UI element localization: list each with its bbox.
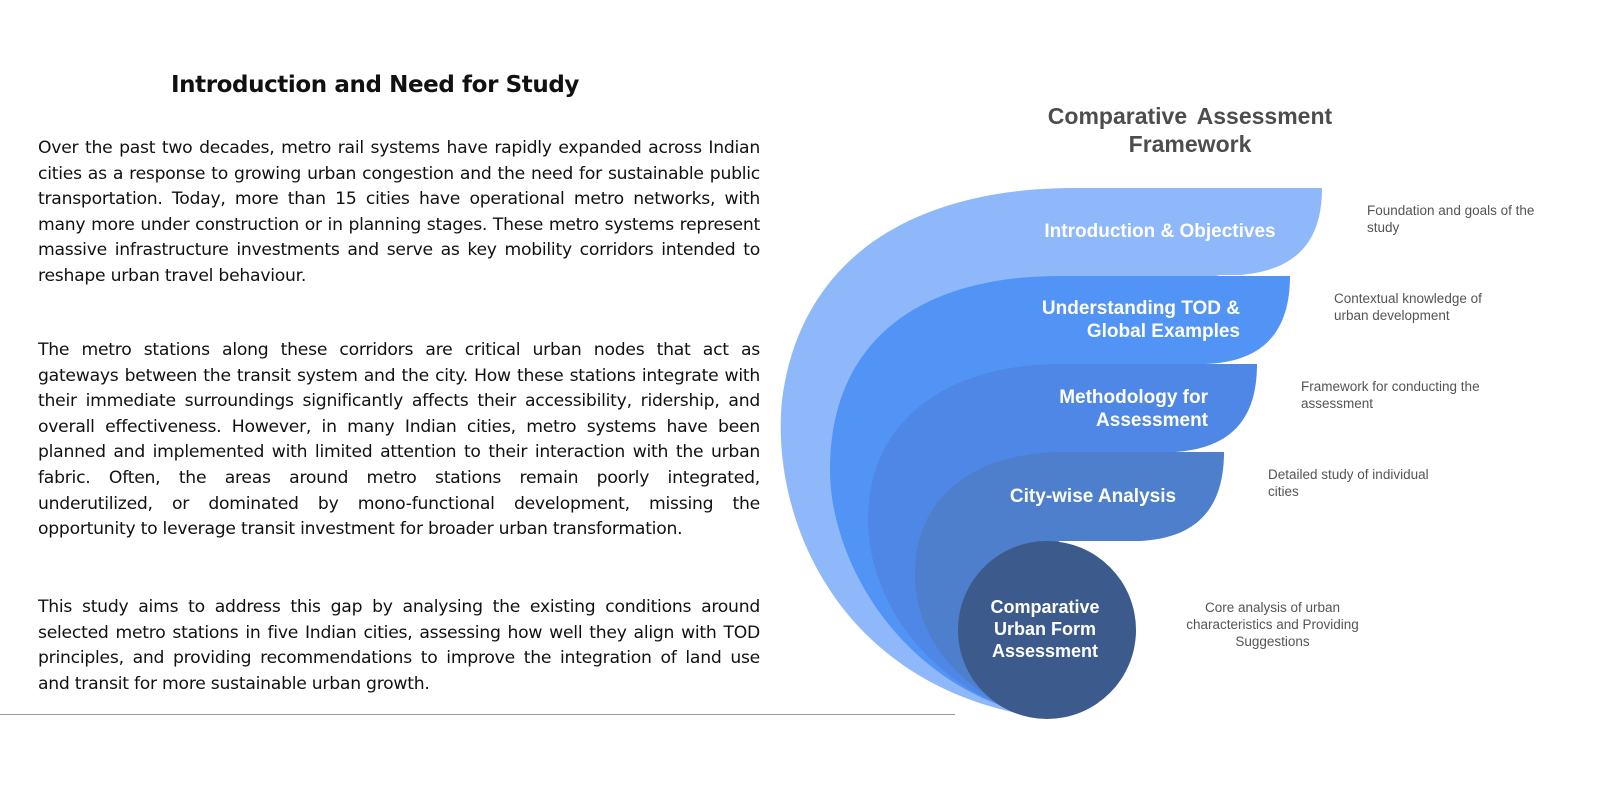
stage-desc-introduction: Foundation and goals of the study [1367, 203, 1535, 235]
stage-label-methodology: Methodology for Assessment [1059, 387, 1208, 431]
stage-desc-city-analysis: Detailed study of individual cities [1268, 467, 1429, 499]
intro-paragraph-3: This study aims to address this gap by analysing the existing conditions around selected metro stations in five Indian cities, assessing how well they align with TOD principles, and providing recommendations to improve the integration of land use and transit for more sustainable urban growth. [38, 597, 760, 694]
stage-label-introduction: Introduction & Objectives [1044, 221, 1276, 242]
intro-title: Introduction and Need for Study [170, 72, 580, 98]
stage-label-city-analysis: City-wise Analysis [1009, 486, 1177, 507]
intro-paragraph-1: Over the past two decades, metro rail systems have rapidly expanded across Indian cities as a response to growing urban congestion and the need for sustainable public transportation. Today, more than 15 cities have operational metro networks, with many more under construction or in planning stages. These metro systems represent massive infrastructure investments and serve as key mobility corridors intended to reshape urban travel behaviour. [38, 138, 760, 286]
stage-label-understanding-tod: Understanding TOD & Global Examples [1041, 298, 1240, 342]
intro-paragraph-2: The metro stations along these corridors are critical urban nodes that act as gateways between the transit system and the city. How these stations integrate with their immediate surroundings significantly affects their accessibility, ridership, and overall effectiveness. However, in many Indian cities, metro systems have been planned and implemented with limited attention to their interaction with the urban fabric. Often, the areas around metro stations remain poorly integrated, underutilized, or dominated by mono-functional development, missing the opportunity to leverage transit investment for broader urban transformation. [38, 340, 760, 540]
stage-desc-comparative-assessment: Core analysis of urban characteristics and Providing Suggestions [1186, 600, 1359, 649]
stage-label-comparative-assessment: Comparative Urban Form Assessment [990, 597, 1100, 661]
stage-desc-methodology: Framework for conducting the assessment [1301, 379, 1480, 411]
framework-title: Comparative Assessment Framework [1047, 103, 1333, 157]
stage-desc-understanding-tod: Contextual knowledge of urban development [1334, 291, 1482, 323]
